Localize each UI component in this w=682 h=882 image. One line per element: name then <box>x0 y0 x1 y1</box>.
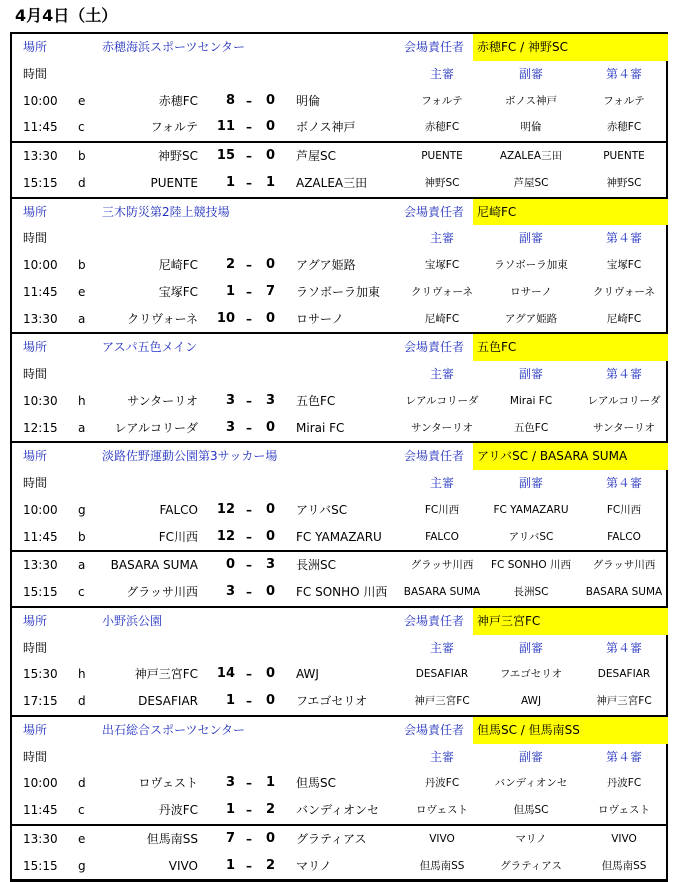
fourth-official: 宝塚FC <box>606 259 642 271</box>
match-row <box>12 170 666 197</box>
home-score: 12 <box>216 501 235 517</box>
match-pool: g <box>78 502 86 517</box>
assistant-referee: アリバSC <box>508 530 554 543</box>
match-row <box>12 524 666 551</box>
fourth-official: 但馬南SS <box>601 859 647 872</box>
away-score: 0 <box>265 310 275 326</box>
away-team: フエゴセリオ <box>296 694 368 708</box>
fourth-official: 尼崎FC <box>606 312 642 325</box>
home-team: 宝塚FC <box>158 284 198 299</box>
lead-label: 会場責任者 <box>404 40 465 54</box>
home-team: 神野SC <box>158 149 198 163</box>
place-label: 場所 <box>23 722 48 737</box>
lead-team: 赤穂FC / 神野SC <box>473 34 668 61</box>
assistant-referee: FC SONHO 川西 <box>491 559 571 572</box>
home-score: 2 <box>225 257 235 272</box>
home-team: サンターリオ <box>127 393 198 408</box>
assistant-referee: AZALEA三田 <box>499 150 563 162</box>
score-separator: – <box>246 284 252 299</box>
venue-header-row <box>12 443 666 470</box>
column-header-row <box>12 635 666 662</box>
match-pool: h <box>78 393 86 408</box>
referee: グラッサ川西 <box>410 559 474 572</box>
match-pool: b <box>78 149 86 163</box>
home-score: 7 <box>225 830 235 846</box>
home-team: レアルコリーダ <box>114 420 198 435</box>
home-score: 1 <box>225 857 235 873</box>
away-team: 但馬SC <box>296 776 336 791</box>
venue-name: アスパ五色メイン <box>102 340 198 355</box>
away-score: 2 <box>265 802 275 817</box>
home-score: 8 <box>225 92 235 108</box>
assistant-referee-header: 副審 <box>518 231 543 246</box>
time-label: 時間 <box>23 749 48 764</box>
score-separator: – <box>246 694 252 708</box>
fourth-official: ロヴェスト <box>597 804 651 816</box>
match-pool: h <box>78 667 86 682</box>
place-label: 場所 <box>23 40 48 54</box>
away-score: 1 <box>265 775 275 791</box>
venue-block <box>12 608 666 717</box>
referee-header: 主審 <box>429 749 454 764</box>
home-score: 3 <box>225 775 235 791</box>
time-label: 時間 <box>23 476 48 490</box>
lead-team: 尼崎FC <box>473 199 668 226</box>
home-team: クリヴォーネ <box>127 311 198 326</box>
match-pool: d <box>78 694 86 708</box>
match-time: 11:45 <box>23 803 58 817</box>
away-team: 明倫 <box>296 93 321 108</box>
assistant-referee: AWJ <box>520 695 542 707</box>
referee: ロヴェスト <box>415 804 469 816</box>
fourth-official-header: 第４審 <box>605 231 642 246</box>
venue-block <box>12 334 666 443</box>
assistant-referee: FC YAMAZARU <box>493 503 569 516</box>
venue-name: 小野浜公園 <box>102 613 163 628</box>
fourth-official: PUENTE <box>603 150 645 162</box>
match-row <box>12 141 666 170</box>
referee: 宝塚FC <box>424 259 460 271</box>
match-time: 13:30 <box>23 831 58 846</box>
assistant-referee-header: 副審 <box>518 367 543 381</box>
match-row <box>12 114 666 141</box>
venue-header-row <box>12 608 666 635</box>
home-score: 14 <box>216 666 235 682</box>
referee: PUENTE <box>421 150 463 162</box>
match-pool: e <box>78 831 86 846</box>
venue-name: 三木防災第2陸上競技場 <box>102 204 230 219</box>
score-separator: – <box>246 93 252 108</box>
referee: 丹波FC <box>424 777 460 790</box>
match-row <box>12 88 666 115</box>
column-header-row <box>12 225 666 252</box>
home-team: DESAFIAR <box>138 694 198 708</box>
fourth-official: FALCO <box>607 530 641 543</box>
fourth-official: 丹波FC <box>606 777 642 790</box>
page-title: 4月4日（土） <box>15 6 118 25</box>
referee: 赤穂FC <box>424 121 460 134</box>
assistant-referee: ラソボーラ加東 <box>494 259 568 271</box>
home-score: 1 <box>225 693 235 708</box>
time-label: 時間 <box>23 66 48 81</box>
lead-team: 五色FC <box>473 334 668 361</box>
away-score: 0 <box>265 257 275 272</box>
match-row <box>12 770 666 797</box>
fourth-official: VIVO <box>611 832 637 845</box>
fourth-official: グラッサ川西 <box>592 559 656 572</box>
match-row <box>12 415 666 442</box>
home-team: 但馬南SS <box>146 831 198 846</box>
fourth-official: 神野SC <box>606 176 642 189</box>
score-separator: – <box>246 858 252 873</box>
score-separator: – <box>246 393 252 408</box>
venue-name: 赤穂海浜スポーツセンター <box>102 40 246 54</box>
fourth-official-header: 第４審 <box>605 367 642 381</box>
away-team: 五色FC <box>296 393 336 408</box>
home-team: ロヴェスト <box>138 776 198 791</box>
away-score: 0 <box>265 419 275 435</box>
match-row <box>12 797 666 824</box>
match-pool: a <box>78 558 86 573</box>
assistant-referee: ロサーノ <box>510 285 552 298</box>
away-score: 0 <box>265 693 275 708</box>
match-row <box>12 853 666 880</box>
column-header-row <box>12 361 666 388</box>
venue-header-row <box>12 34 666 61</box>
away-team: ロサーノ <box>296 311 344 326</box>
away-score: 0 <box>265 666 275 682</box>
referee-header: 主審 <box>429 476 454 490</box>
fourth-official-header: 第４審 <box>605 66 642 81</box>
match-time: 13:30 <box>23 311 58 326</box>
home-team: グラッサ川西 <box>126 585 198 599</box>
referee: 神戸三宮FC <box>414 695 470 707</box>
home-team: 尼崎FC <box>158 258 198 272</box>
referee-header: 主審 <box>429 231 454 246</box>
assistant-referee: アグア姫路 <box>504 312 558 325</box>
referee-header: 主審 <box>429 640 454 655</box>
match-time: 17:15 <box>23 694 58 708</box>
lead-label: 会場責任者 <box>404 722 465 737</box>
venue-name: 出石総合スポーツセンター <box>102 722 246 737</box>
match-pool: g <box>78 858 86 873</box>
fourth-official: BASARA SUMA <box>585 586 663 598</box>
away-score: 3 <box>265 557 275 573</box>
venue-block <box>12 199 666 335</box>
referee: サンターリオ <box>411 421 473 434</box>
home-score: 1 <box>225 174 235 190</box>
fourth-official: サンターリオ <box>593 421 655 434</box>
match-time: 12:15 <box>23 420 58 435</box>
match-pool: a <box>78 311 86 326</box>
score-separator: – <box>246 502 252 517</box>
match-time: 15:15 <box>23 858 58 873</box>
away-score: 7 <box>265 283 275 299</box>
score-separator: – <box>246 667 252 682</box>
assistant-referee: マリノ <box>515 832 547 845</box>
home-team: 神戸三宮FC <box>134 667 198 682</box>
match-pool: a <box>78 420 86 435</box>
referee: 但馬南SS <box>419 859 465 872</box>
venue-name: 淡路佐野運動公園第3サッカー場 <box>102 449 278 464</box>
score-separator: – <box>246 558 252 573</box>
score-separator: – <box>246 585 252 599</box>
referee: DESAFIAR <box>415 668 469 681</box>
match-row <box>12 824 666 853</box>
fourth-official: FC川西 <box>606 503 642 516</box>
home-score: 12 <box>216 528 235 544</box>
venue-header-row <box>12 717 666 744</box>
place-label: 場所 <box>23 340 48 355</box>
home-score: 3 <box>225 419 235 435</box>
match-time: 15:15 <box>23 585 58 599</box>
away-team: バンディオンセ <box>296 803 380 817</box>
time-label: 時間 <box>23 367 48 381</box>
away-team: Mirai FC <box>296 420 345 435</box>
away-score: 0 <box>265 830 275 846</box>
match-time: 10:00 <box>23 258 58 272</box>
match-row <box>12 688 666 715</box>
match-row <box>12 388 666 415</box>
away-score: 0 <box>265 528 275 544</box>
column-header-row <box>12 744 666 771</box>
venue-block <box>12 34 666 199</box>
score-separator: – <box>246 803 252 817</box>
column-header-row <box>12 61 666 88</box>
referee-header: 主審 <box>429 66 454 81</box>
away-team: AZALEA三田 <box>296 175 368 190</box>
home-team: FALCO <box>159 502 198 517</box>
score-separator: – <box>246 831 252 846</box>
home-score: 3 <box>225 584 235 599</box>
score-separator: – <box>246 529 252 544</box>
away-score: 0 <box>265 92 275 108</box>
match-time: 13:30 <box>23 149 58 163</box>
home-team: VIVO <box>168 858 198 873</box>
assistant-referee: 長洲SC <box>513 586 549 598</box>
fourth-official-header: 第４審 <box>605 476 642 490</box>
fourth-official: 赤穂FC <box>606 121 642 134</box>
away-score: 0 <box>265 501 275 517</box>
referee: レアルコリーダ <box>405 394 479 407</box>
match-row <box>12 306 666 333</box>
match-row <box>12 579 666 606</box>
fourth-official-header: 第４審 <box>605 749 642 764</box>
home-score: 3 <box>225 392 235 408</box>
away-team: FC SONHO 川西 <box>296 585 388 599</box>
score-separator: – <box>246 311 252 326</box>
home-team: FC川西 <box>158 529 198 544</box>
match-row <box>12 279 666 306</box>
assistant-referee: 明倫 <box>520 121 542 134</box>
match-row <box>12 252 666 279</box>
match-row <box>12 550 666 579</box>
lead-label: 会場責任者 <box>404 449 465 464</box>
assistant-referee: バンディオンセ <box>494 777 568 790</box>
match-time: 15:30 <box>23 667 58 682</box>
away-score: 1 <box>265 174 275 190</box>
assistant-referee: フエゴセリオ <box>499 668 563 681</box>
home-score: 11 <box>216 119 235 135</box>
column-header-row <box>12 470 666 497</box>
assistant-referee: 五色FC <box>513 421 549 434</box>
match-time: 11:45 <box>23 529 58 544</box>
place-label: 場所 <box>23 613 48 628</box>
referee: VIVO <box>429 832 455 845</box>
away-team: ラソボーラ加東 <box>296 284 381 299</box>
referee: FC川西 <box>424 503 460 516</box>
away-score: 0 <box>265 584 275 599</box>
referee: FALCO <box>425 530 459 543</box>
match-pool: c <box>78 585 85 599</box>
away-team: AWJ <box>296 667 319 682</box>
lead-label: 会場責任者 <box>404 204 465 219</box>
assistant-referee: 但馬SC <box>513 804 549 816</box>
assistant-referee-header: 副審 <box>518 66 543 81</box>
match-row <box>12 497 666 524</box>
place-label: 場所 <box>23 204 48 219</box>
home-team: 丹波FC <box>158 803 198 817</box>
venue-header-row <box>12 334 666 361</box>
fourth-official-header: 第４審 <box>605 640 642 655</box>
time-label: 時間 <box>23 231 48 246</box>
assistant-referee: ボノス神戸 <box>504 94 558 107</box>
match-pool: d <box>78 776 86 791</box>
score-separator: – <box>246 776 252 791</box>
away-team: アグア姫路 <box>296 258 356 272</box>
home-team: 赤穂FC <box>158 93 198 108</box>
schedule-table <box>10 32 668 882</box>
home-score: 15 <box>216 148 235 163</box>
lead-team: 但馬SC / 但馬南SS <box>473 717 668 744</box>
home-score: 1 <box>225 283 235 299</box>
referee-header: 主審 <box>429 367 454 381</box>
away-score: 3 <box>265 392 275 408</box>
match-time: 10:30 <box>23 393 58 408</box>
away-team: FC YAMAZARU <box>296 529 382 544</box>
match-pool: c <box>78 120 85 135</box>
home-score: 0 <box>225 557 235 573</box>
match-pool: b <box>78 258 86 272</box>
match-pool: e <box>78 93 86 108</box>
referee: フォルテ <box>421 94 463 107</box>
venue-block <box>12 717 666 882</box>
score-separator: – <box>246 420 252 435</box>
lead-label: 会場責任者 <box>404 340 465 355</box>
fourth-official: DESAFIAR <box>597 668 651 681</box>
home-team: フォルテ <box>150 120 198 135</box>
referee: クリヴォーネ <box>410 285 474 298</box>
away-score: 0 <box>265 148 275 163</box>
assistant-referee: 芦屋SC <box>513 176 549 189</box>
place-label: 場所 <box>23 449 48 464</box>
home-score: 1 <box>225 802 235 817</box>
match-time: 10:00 <box>23 776 58 791</box>
referee: 尼崎FC <box>424 312 460 325</box>
assistant-referee-header: 副審 <box>518 476 543 490</box>
match-time: 15:15 <box>23 175 58 190</box>
away-score: 2 <box>265 857 275 873</box>
assistant-referee: Mirai FC <box>509 394 553 407</box>
match-pool: d <box>78 175 86 190</box>
away-score: 0 <box>265 119 275 135</box>
lead-team: アリバSC / BASARA SUMA <box>473 443 668 470</box>
away-team: マリノ <box>296 858 332 873</box>
assistant-referee: グラティアス <box>500 859 562 872</box>
score-separator: – <box>246 149 252 163</box>
lead-team: 神戸三宮FC <box>473 608 668 635</box>
away-team: グラティアス <box>296 831 367 846</box>
away-team: 芦屋SC <box>296 149 336 163</box>
match-time: 10:00 <box>23 502 58 517</box>
fourth-official: レアルコリーダ <box>587 394 661 407</box>
fourth-official: クリヴォーネ <box>592 285 656 298</box>
match-time: 10:00 <box>23 93 58 108</box>
home-team: BASARA SUMA <box>110 558 198 573</box>
away-team: ボノス神戸 <box>296 120 356 135</box>
time-label: 時間 <box>23 640 48 655</box>
score-separator: – <box>246 258 252 272</box>
score-separator: – <box>246 120 252 135</box>
match-pool: b <box>78 529 86 544</box>
match-time: 11:45 <box>23 120 58 135</box>
fourth-official: フォルテ <box>603 94 645 107</box>
match-time: 11:45 <box>23 284 58 299</box>
lead-label: 会場責任者 <box>404 613 465 628</box>
assistant-referee-header: 副審 <box>518 640 543 655</box>
referee: 神野SC <box>424 176 460 189</box>
match-time: 13:30 <box>23 558 58 573</box>
venue-block <box>12 443 666 608</box>
match-pool: c <box>78 803 85 817</box>
away-team: アリバSC <box>296 502 348 517</box>
home-score: 10 <box>216 310 235 326</box>
home-team: PUENTE <box>150 175 198 190</box>
assistant-referee-header: 副審 <box>518 749 543 764</box>
venue-header-row <box>12 199 666 226</box>
referee: BASARA SUMA <box>403 586 481 598</box>
score-separator: – <box>246 175 252 190</box>
fourth-official: 神戸三宮FC <box>596 695 652 707</box>
match-pool: e <box>78 284 86 299</box>
match-row <box>12 661 666 688</box>
away-team: 長洲SC <box>296 558 336 573</box>
